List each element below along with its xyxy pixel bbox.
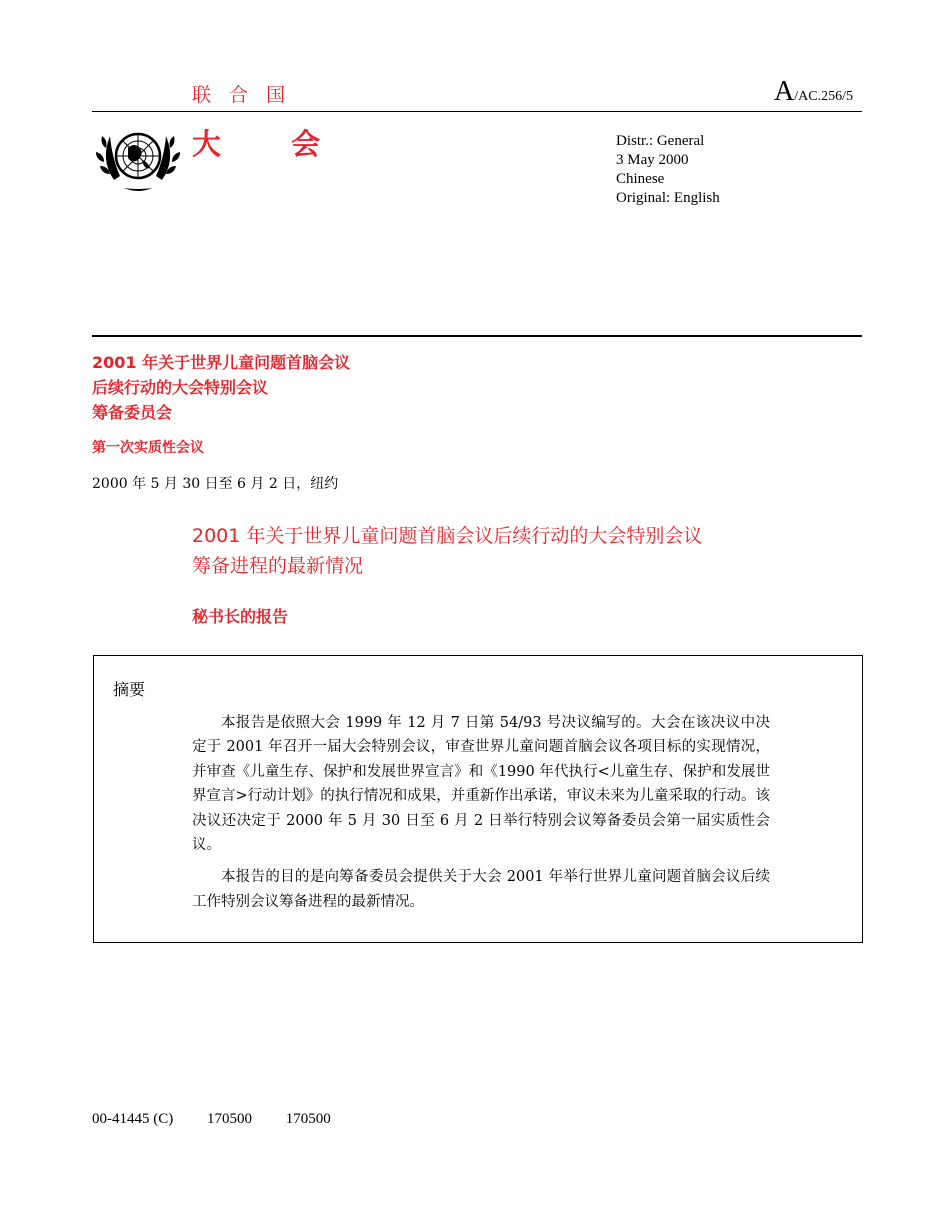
distr-line: Distr.: General xyxy=(616,133,705,149)
session-name: 第一次实质性会议 xyxy=(92,440,204,456)
summary-paragraph: 本报告的目的是向筹备委员会提供关于大会 2001 年举行世界儿童问题首脑会议后续工作特别会议筹备进程的最新情况。 xyxy=(192,869,770,910)
document-symbol xyxy=(774,76,853,108)
symbol-letter: A xyxy=(774,76,795,107)
committee-line: 后续行动的大会特别会议 xyxy=(92,378,269,397)
org-name: 联 合 国 xyxy=(192,84,292,106)
title-line: 2001 年关于世界儿童问题首脑会议后续行动的大会特别会议 xyxy=(192,525,703,547)
committee-line: 2001 年关于世界儿童问题首脑会议 xyxy=(92,353,351,372)
date-place: 2000 年 5 月 30 日至 6 月 2 日，纽约 xyxy=(92,476,339,492)
document-subtitle: 秘书长的报告 xyxy=(192,607,289,626)
organ-name: 大 会 xyxy=(192,127,351,161)
summary-heading: 摘要 xyxy=(113,680,146,699)
committee-line: 筹备委员会 xyxy=(92,403,173,422)
distr-line: Chinese xyxy=(616,171,665,187)
section-divider xyxy=(92,335,862,337)
document-title xyxy=(192,521,702,581)
footer-date: 170500 xyxy=(207,1111,252,1127)
distr-line: 3 May 2000 xyxy=(616,152,689,168)
footer xyxy=(92,1111,361,1128)
title-line: 筹备进程的最新情况 xyxy=(192,555,364,577)
distr-line: Original: English xyxy=(616,190,720,206)
summary-paragraph: 本报告是依照大会 1999 年 12 月 7 日第 54/93 号决议编写的。大会在该决议中决定于 2001 年召开一届大会特别会议，审查世界儿童问题首脑会议各项目标的实现情况，并审查《儿童生存、保护和发展世界宣言》和《1990 年代执行<儿童生存、保护和发展世界宣言>行动计划》的执行情况和成果，并重新作出承诺，审议未来为儿童采取的行动。该决议还决定于 2000 年 5 月 30 日至 6 月 2 日举行特别会议筹备委员会第一届实质性会议。 xyxy=(192,715,770,854)
summary-body xyxy=(192,711,770,922)
distribution-info xyxy=(616,132,720,208)
committee-name xyxy=(92,350,350,425)
header-divider xyxy=(92,111,862,112)
footer-date: 170500 xyxy=(285,1111,331,1127)
job-number: 00-41445 (C) xyxy=(92,1111,174,1127)
symbol-number: /AC.256/5 xyxy=(794,89,853,104)
un-emblem-icon xyxy=(92,118,184,198)
